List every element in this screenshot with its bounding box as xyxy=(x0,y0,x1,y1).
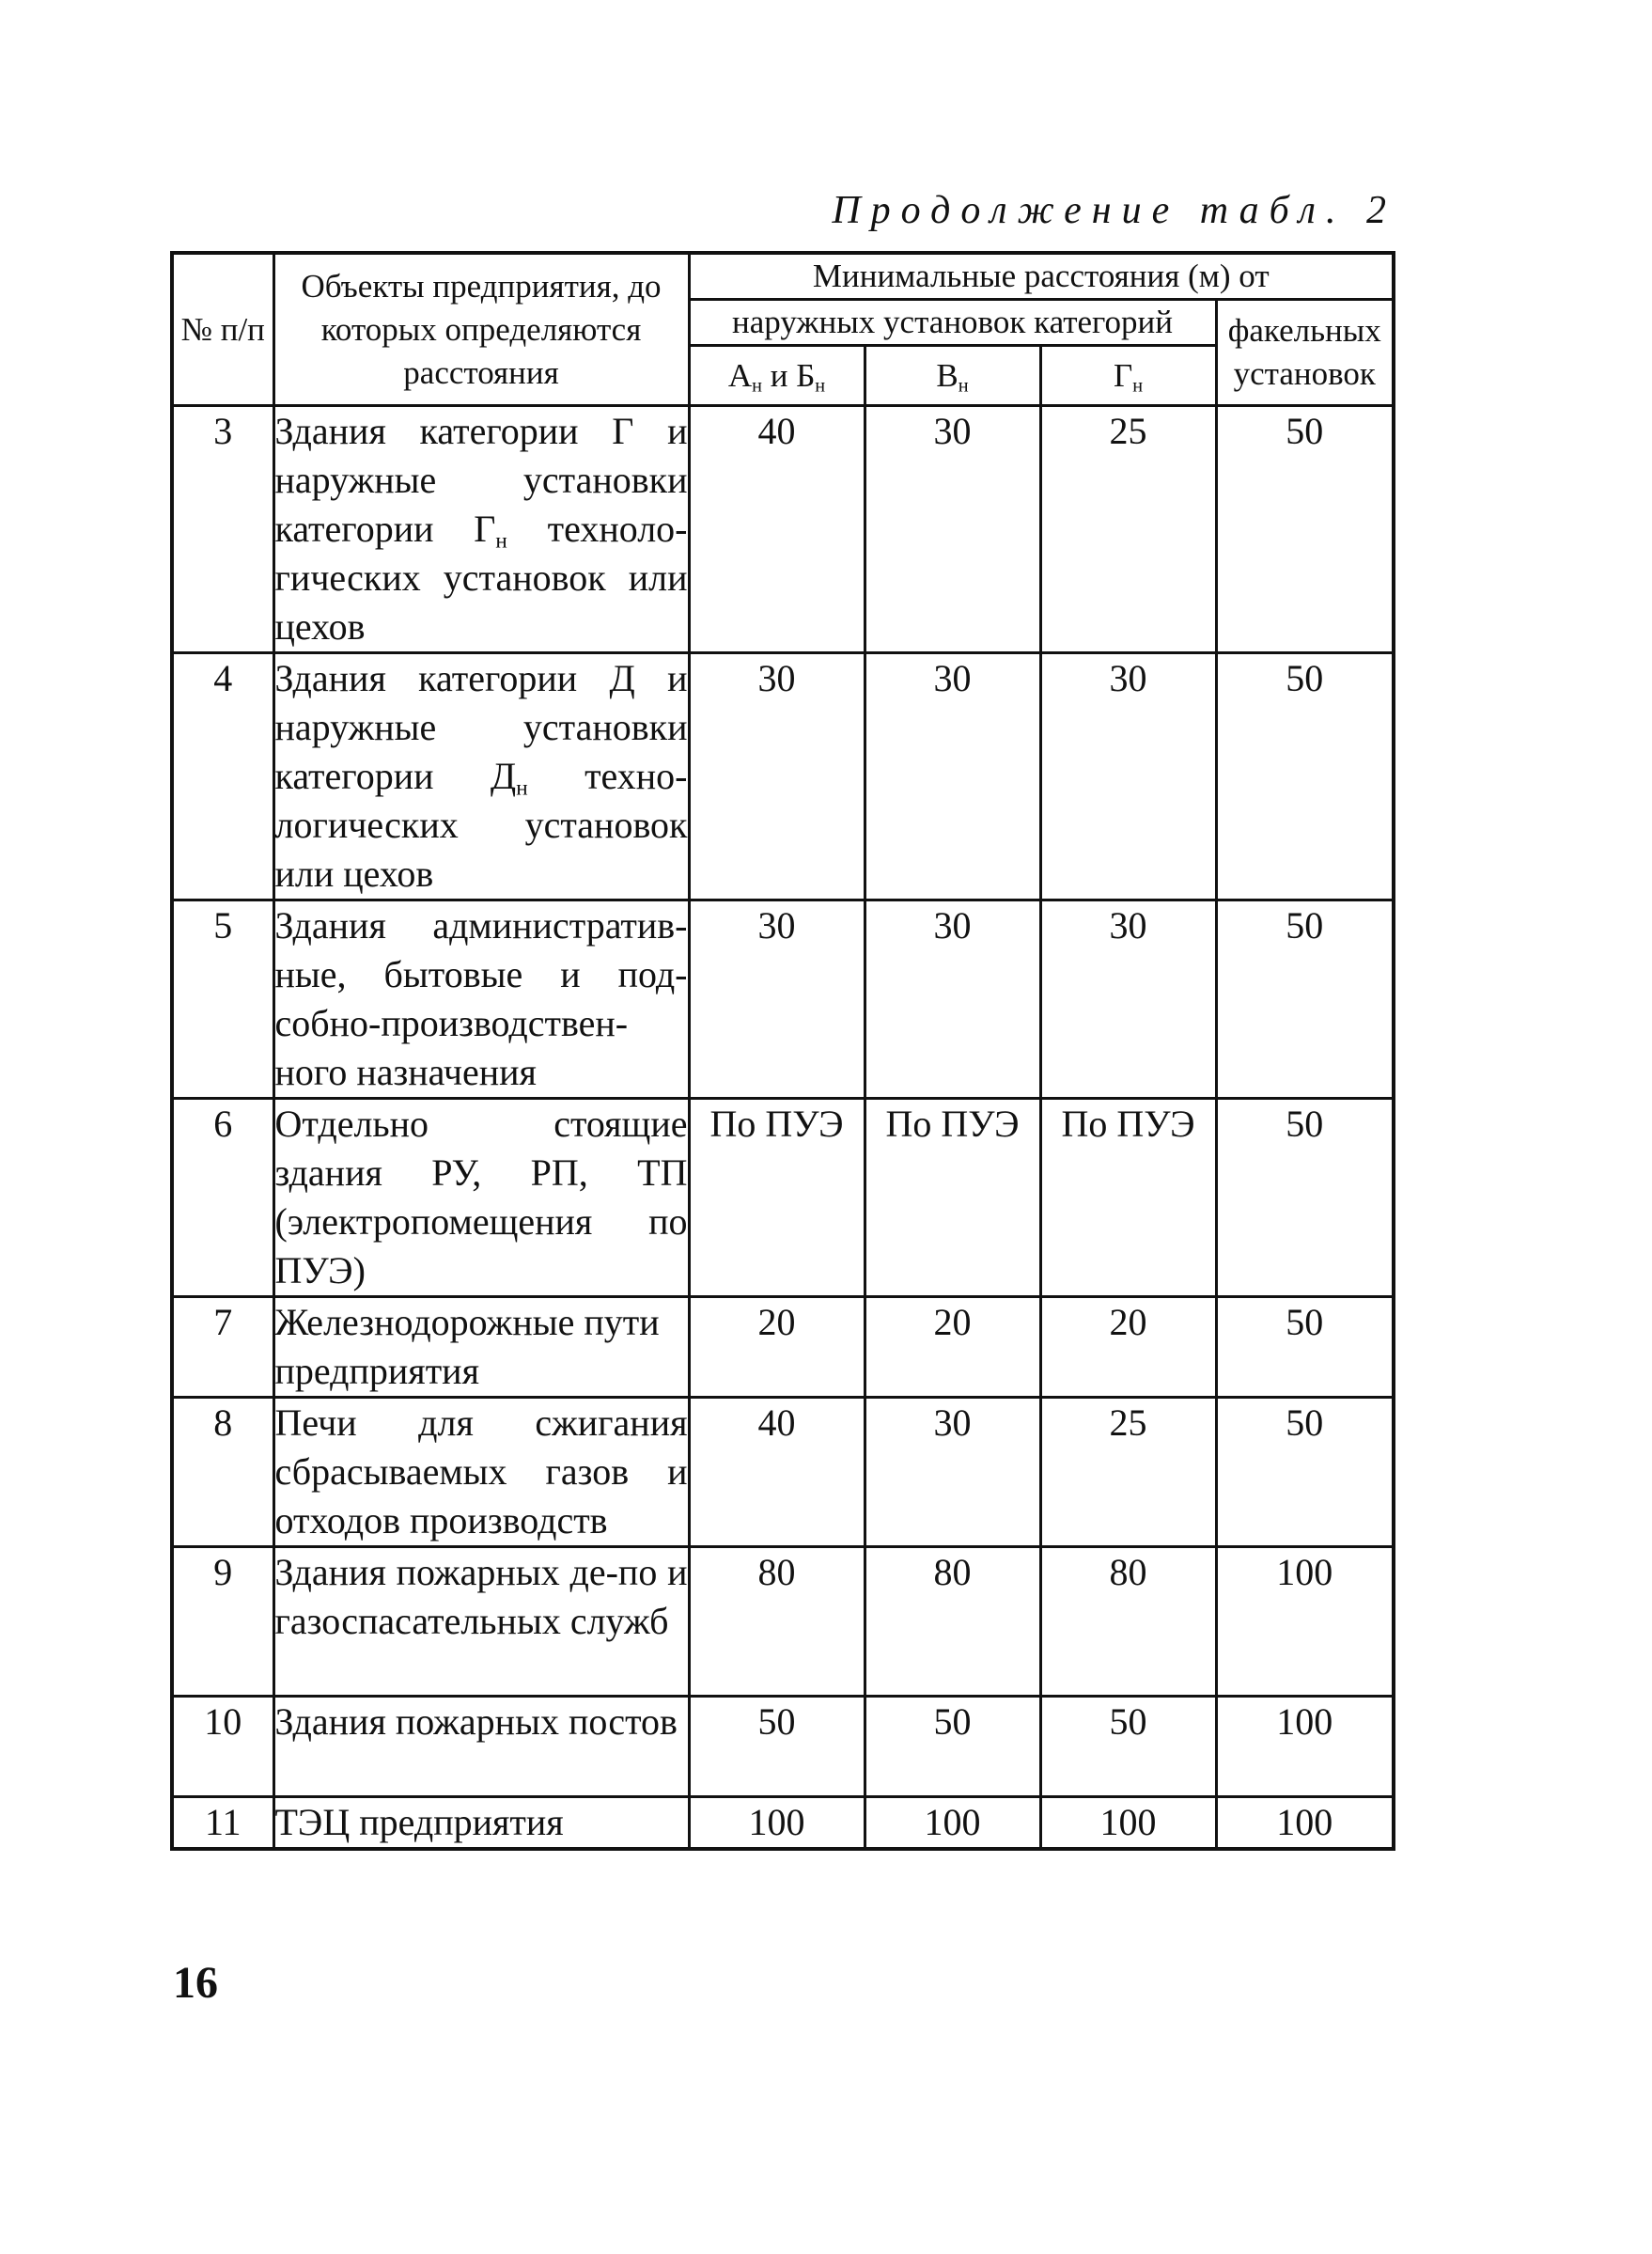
value-g: 20 xyxy=(1040,1297,1216,1398)
value-g: 30 xyxy=(1040,653,1216,900)
value-a-b: 80 xyxy=(689,1547,865,1697)
row-number: 6 xyxy=(172,1099,273,1297)
value-g: 100 xyxy=(1040,1797,1216,1850)
page-number: 16 xyxy=(173,1958,218,2008)
row-object: Здания административ-ные, бытовые и под-собно-производствен-ного назначения xyxy=(273,900,689,1099)
value-flare: 50 xyxy=(1216,1099,1394,1297)
value-v: 30 xyxy=(865,1398,1040,1547)
value-flare: 100 xyxy=(1216,1697,1394,1797)
table-caption: Продолжение табл. 2 xyxy=(832,189,1396,232)
row-object: Отдельно стоящие здания РУ, РП, ТП (электропомещения по ПУЭ) xyxy=(273,1099,689,1297)
value-flare: 50 xyxy=(1216,406,1394,653)
row-number: 10 xyxy=(172,1697,273,1797)
value-flare: 100 xyxy=(1216,1547,1394,1697)
header-number: № п/п xyxy=(172,253,273,406)
value-a-b: 40 xyxy=(689,406,865,653)
header-category-v: $В_н$ xyxy=(865,346,1040,406)
row-object: Здания категории Г и наружные установки категории $Г_н$ техноло-гических установок или цехов xyxy=(273,406,689,653)
row-object: Здания пожарных де-по и газоспасательных служб xyxy=(273,1547,689,1697)
value-flare: 50 xyxy=(1216,1398,1394,1547)
table-row xyxy=(172,1797,1394,1850)
row-object: Здания категории Д и наружные установки категории $Д_н$ техно-логических установок или цехов xyxy=(273,653,689,900)
value-g: 50 xyxy=(1040,1697,1216,1797)
header-min-distances: Минимальные расстояния (м) от xyxy=(689,253,1394,300)
header-category-a-b: $А_н$ и $Б_н$ xyxy=(689,346,865,406)
table-row xyxy=(172,900,1394,1099)
row-number: 5 xyxy=(172,900,273,1099)
row-object: Здания пожарных постов xyxy=(273,1697,689,1797)
table-row xyxy=(172,406,1394,653)
row-object: Печи для сжигания сбрасываемых газов и отходов производств xyxy=(273,1398,689,1547)
header-category-g: $Г_н$ xyxy=(1040,346,1216,406)
value-v: 50 xyxy=(865,1697,1040,1797)
row-number: 4 xyxy=(172,653,273,900)
value-v: 100 xyxy=(865,1797,1040,1850)
value-a-b: 20 xyxy=(689,1297,865,1398)
distance-table xyxy=(170,251,1395,1851)
table-row xyxy=(172,1099,1394,1297)
row-object: Железнодорожные пути предприятия xyxy=(273,1297,689,1398)
value-v: 30 xyxy=(865,406,1040,653)
value-v: 30 xyxy=(865,900,1040,1099)
row-number: 8 xyxy=(172,1398,273,1547)
value-a-b: 100 xyxy=(689,1797,865,1850)
table-row xyxy=(172,1398,1394,1547)
value-a-b: По ПУЭ xyxy=(689,1099,865,1297)
value-flare: 50 xyxy=(1216,900,1394,1099)
table-row xyxy=(172,1547,1394,1697)
row-number: 9 xyxy=(172,1547,273,1697)
value-a-b: 40 xyxy=(689,1398,865,1547)
value-flare: 50 xyxy=(1216,653,1394,900)
header-object: Объекты предприятия, до которых определяются расстояния xyxy=(273,253,689,406)
row-object: ТЭЦ предприятия xyxy=(273,1797,689,1850)
value-flare: 50 xyxy=(1216,1297,1394,1398)
row-number: 11 xyxy=(172,1797,273,1850)
value-g: По ПУЭ xyxy=(1040,1099,1216,1297)
value-flare: 100 xyxy=(1216,1797,1394,1850)
value-v: 30 xyxy=(865,653,1040,900)
table-header xyxy=(172,253,1394,406)
header-flare-installations: факельных установок xyxy=(1216,300,1394,406)
value-v: 20 xyxy=(865,1297,1040,1398)
value-v: По ПУЭ xyxy=(865,1099,1040,1297)
header-outdoor-installations: наружных установок категорий xyxy=(689,300,1216,346)
value-v: 80 xyxy=(865,1547,1040,1697)
value-a-b: 30 xyxy=(689,653,865,900)
value-a-b: 30 xyxy=(689,900,865,1099)
row-number: 3 xyxy=(172,406,273,653)
value-g: 25 xyxy=(1040,1398,1216,1547)
value-g: 80 xyxy=(1040,1547,1216,1697)
row-number: 7 xyxy=(172,1297,273,1398)
table-row xyxy=(172,1697,1394,1797)
value-g: 30 xyxy=(1040,900,1216,1099)
value-g: 25 xyxy=(1040,406,1216,653)
value-a-b: 50 xyxy=(689,1697,865,1797)
table-row xyxy=(172,1297,1394,1398)
table-row xyxy=(172,653,1394,900)
